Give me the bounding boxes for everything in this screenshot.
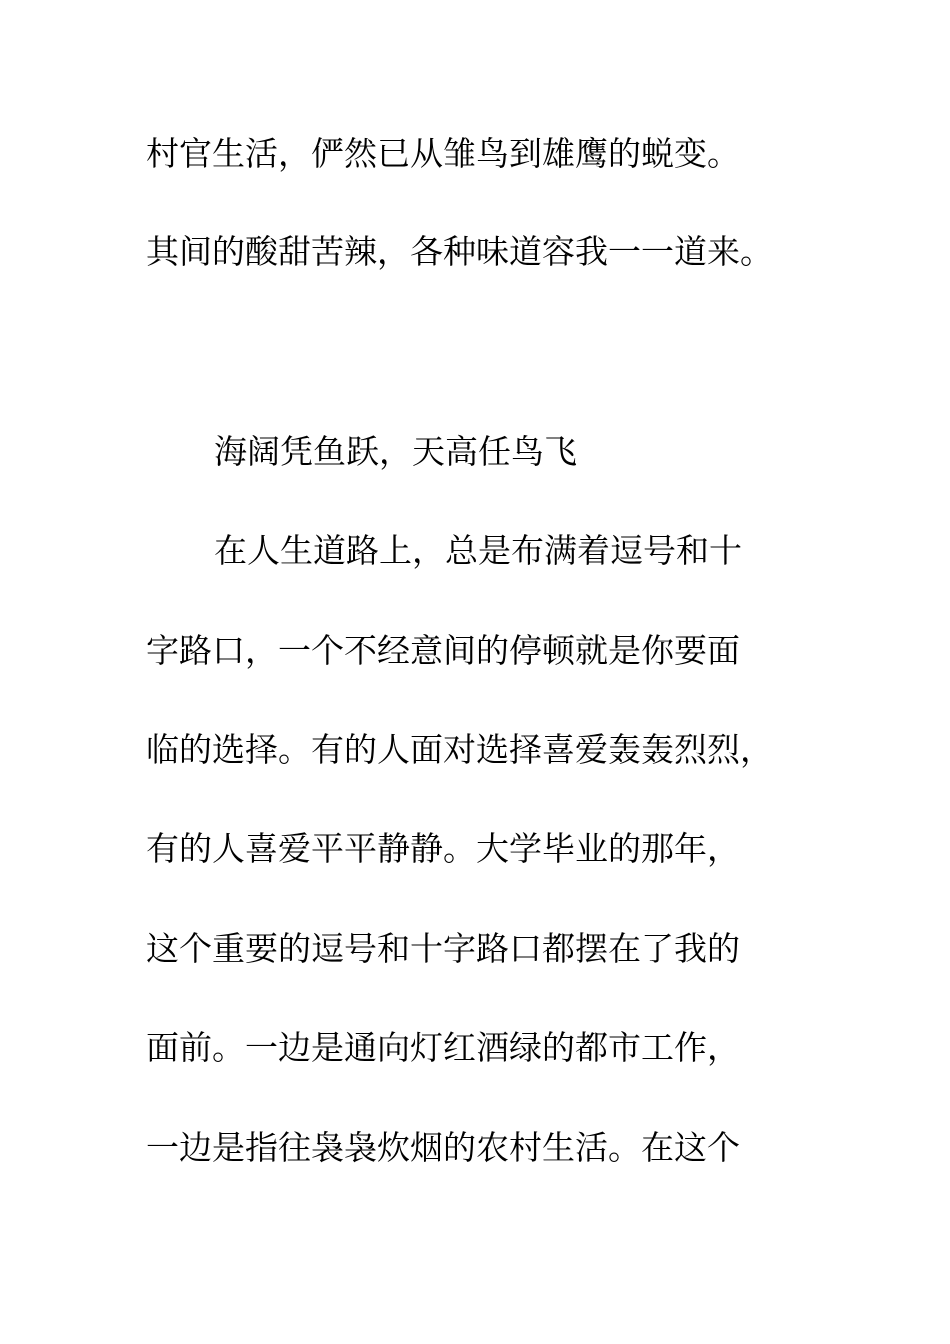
paragraph-line: 其间的酸甜苦辣，各种味道容我一一道来。 [146,232,773,271]
paragraph-line: 在人生道路上，总是布满着逗号和十 [214,531,742,570]
section-heading: 海阔凭鱼跃，天高任鸟飞 [214,432,577,471]
paragraph-line: 村官生活，俨然已从雏鸟到雄鹰的蜕变。 [146,134,740,173]
paragraph-line: 一边是指往袅袅炊烟的农村生活。在这个 [146,1128,740,1167]
paragraph-line: 面前。一边是通向灯红酒绿的都市工作， [146,1028,740,1067]
paragraph-line: 临的选择。有的人面对选择喜爱轰轰烈烈， [146,730,773,769]
paragraph-line: 这个重要的逗号和十字路口都摆在了我的 [146,929,740,968]
paragraph-line: 有的人喜爱平平静静。大学毕业的那年， [146,829,740,868]
paragraph-line: 字路口，一个不经意间的停顿就是你要面 [146,631,740,670]
